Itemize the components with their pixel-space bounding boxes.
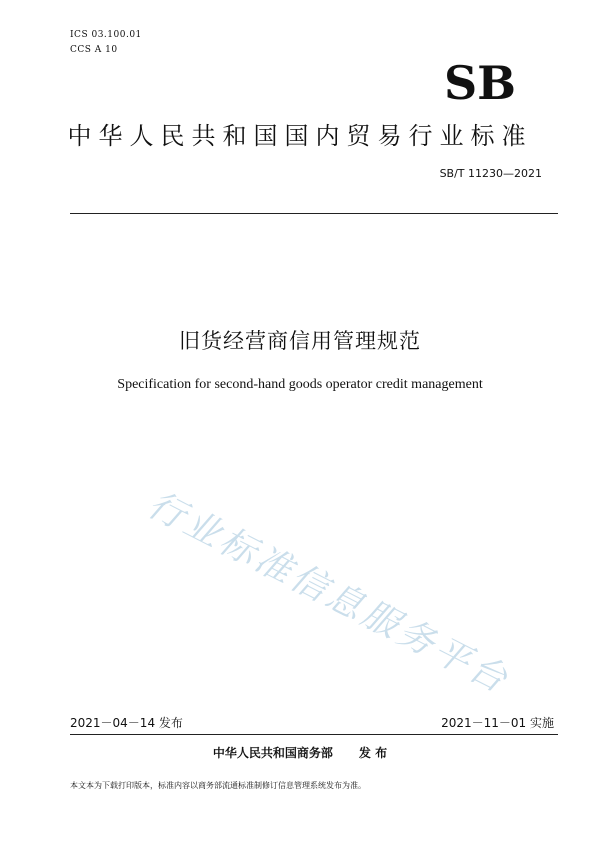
standard-number: SB/T 11230—2021 [439,167,542,180]
issuer [0,744,600,761]
issue-date: 2021－04－14 发布 [70,716,183,730]
document-title-cn: 旧货经营商信用管理规范 [179,329,421,353]
watermark: 行业标准信息服务平台 [141,484,517,703]
bottom-divider [70,734,558,735]
implementation-date: 2021－11－01 实施 [441,716,554,730]
footer-note: 本文本为下载打印版本，标准内容以商务部流通标准制修订信息管理系统发布为准。 [70,781,366,790]
standard-title: 中华人民共和国国内贸易行业标准 [67,122,533,150]
document-title-en: Specification for second-hand goods operator credit management [117,377,483,392]
sb-logo: SB [443,56,517,110]
ccs-code: CCS A 10 [70,45,118,55]
issue-word: 发 布 [358,746,388,760]
top-divider [70,213,558,214]
ics-code: ICS 03.100.01 [70,30,142,40]
issuer-name: 中华人民共和国商务部 [212,746,333,760]
